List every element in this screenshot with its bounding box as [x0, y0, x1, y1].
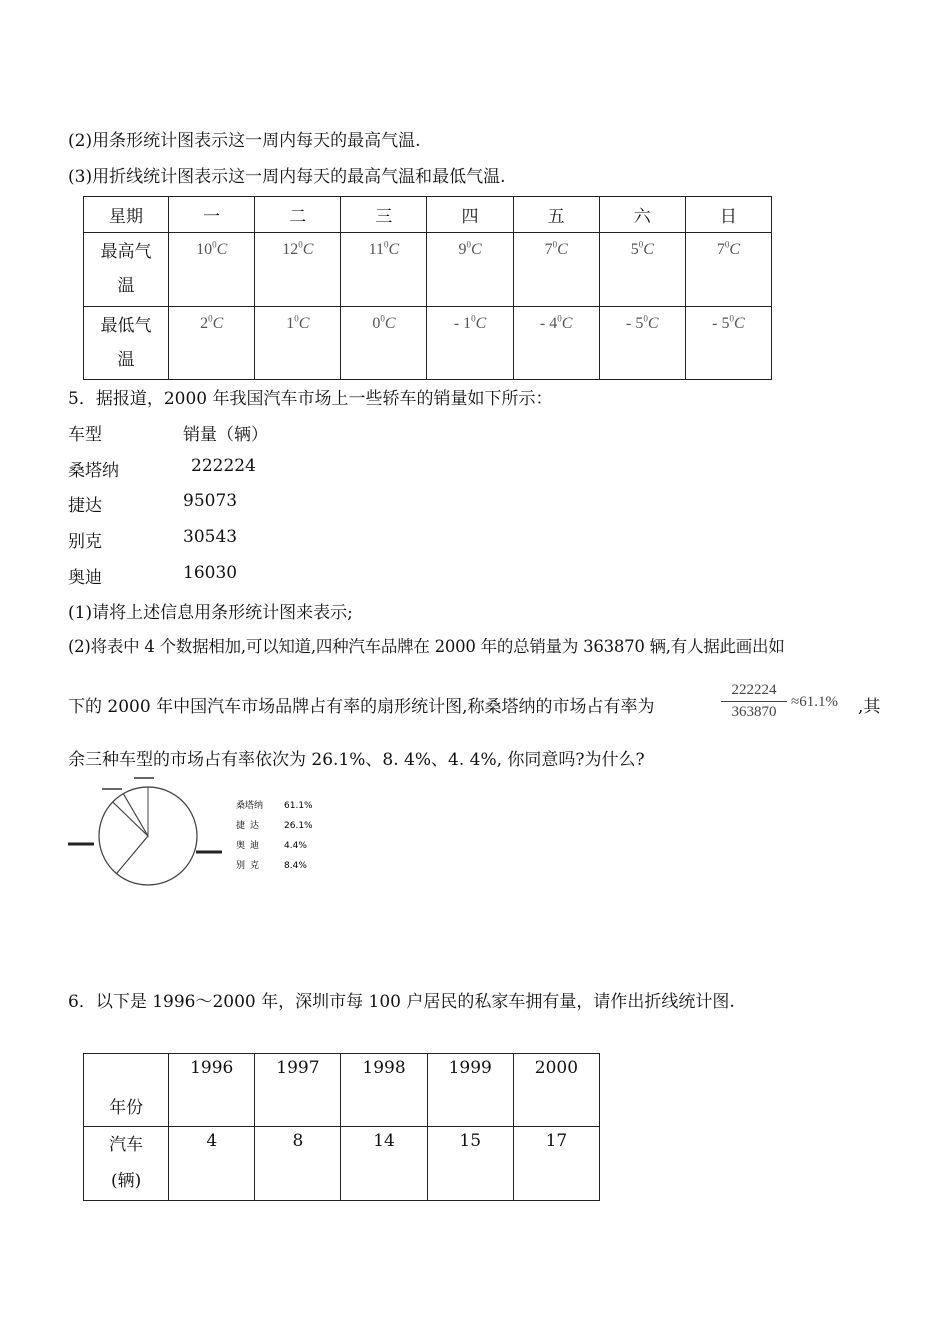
model-label: 捷达: [68, 496, 102, 516]
year-cell: 2000: [513, 1054, 599, 1127]
day-cell: 六: [599, 197, 685, 233]
low-temp-cell: $1^0C$: [255, 307, 341, 380]
car-ownership-table: [83, 1053, 600, 1201]
low-temp-cell: $0^0C$: [341, 307, 427, 380]
fraction-denominator: 363870: [731, 704, 777, 720]
table-row: [84, 197, 772, 233]
year-cell: 1998: [341, 1054, 427, 1127]
low-temp-cell: - $4^0C$: [513, 307, 599, 380]
high-temp-cell: $7^0C$: [513, 233, 599, 307]
sales-value: 16030: [183, 563, 238, 583]
q4-part2: (2)用条形统计图表示这一周内每天的最高气温.: [68, 131, 421, 151]
table-row: [84, 1054, 600, 1127]
day-cell: 日: [685, 197, 771, 233]
fraction-bar: [721, 701, 787, 702]
high-temp-cell: $11^0C$: [341, 233, 427, 307]
high-temp-cell: $9^0C$: [427, 233, 513, 307]
car-count-cell: 4: [169, 1127, 255, 1201]
high-temp-cell: $7^0C$: [685, 233, 771, 307]
car-count-cell: 15: [427, 1127, 513, 1201]
day-cell: 五: [513, 197, 599, 233]
q5-intro: 5．据报道，2000 年我国汽车市场上一些轿车的销量如下所示：: [68, 389, 553, 409]
legend-label: 奥迪: [236, 841, 265, 851]
year-label: 年份: [84, 1054, 169, 1127]
model-label: 别克: [68, 532, 102, 552]
year-cell: 1997: [255, 1054, 341, 1127]
car-count-cell: 14: [341, 1127, 427, 1201]
legend-value: 8.4%: [284, 861, 307, 871]
low-temp-cell: - $1^0C$: [427, 307, 513, 380]
high-temp-cell: $5^0C$: [599, 233, 685, 307]
table-row: [84, 307, 772, 380]
table-row: [84, 233, 772, 307]
model-label: 桑塔纳: [68, 461, 119, 481]
col-sales-header: 销量（辆）: [183, 425, 268, 445]
q5-part2-line3: 余三种车型的市场占有率依次为 26.1%、8. 4%、4. 4%, 你同意吗?为什么?: [68, 750, 645, 770]
q6-intro: 6．以下是 1996～2000 年，深圳市每 100 户居民的私家车拥有量，请作出折线统计图.: [68, 992, 735, 1012]
fraction-numerator: 222224: [731, 682, 777, 698]
day-cell: 二: [255, 197, 341, 233]
approx-value: ≈61.1%: [791, 694, 838, 710]
q4-part3: (3)用折线统计图表示这一周内每天的最高气温和最低气温.: [68, 167, 506, 187]
weekday-header: 星期: [84, 197, 169, 233]
q5-part2-line2-tail: ,其: [858, 697, 881, 717]
legend-label: 桑塔纳: [236, 801, 264, 811]
legend-value: 26.1%: [284, 821, 313, 831]
day-cell: 四: [427, 197, 513, 233]
col-model-header: 车型: [68, 425, 102, 445]
year-cell: 1996: [169, 1054, 255, 1127]
market-share-fraction: [721, 682, 787, 721]
q5-part2-line1: (2)将表中 4 个数据相加,可以知道,四种汽车品牌在 2000 年的总销量为 363870 辆,有人据此画出如: [68, 637, 785, 656]
model-label: 奥迪: [68, 568, 102, 588]
legend-value: 61.1%: [284, 801, 313, 811]
low-temp-cell: - $5^0C$: [599, 307, 685, 380]
sales-value: 30543: [183, 527, 238, 547]
legend-label: 捷达: [236, 821, 265, 831]
high-temp-cell: $12^0C$: [255, 233, 341, 307]
car-count-cell: 8: [255, 1127, 341, 1201]
low-temp-cell: - $5^0C$: [685, 307, 771, 380]
low-temp-cell: $2^0C$: [169, 307, 255, 380]
car-label: 汽车 (辆): [84, 1127, 169, 1201]
car-count-cell: 17: [513, 1127, 599, 1201]
day-cell: 一: [169, 197, 255, 233]
q5-part1: (1)请将上述信息用条形统计图来表示;: [68, 603, 353, 623]
day-cell: 三: [341, 197, 427, 233]
sales-value: 222224: [191, 456, 256, 476]
high-temp-label: 最高气 温: [84, 233, 169, 307]
temperature-table: [83, 196, 772, 380]
market-share-pie-chart: [60, 770, 350, 895]
year-cell: 1999: [427, 1054, 513, 1127]
table-row: [84, 1127, 600, 1201]
low-temp-label: 最低气 温: [84, 307, 169, 380]
legend-label: 别克: [236, 861, 265, 871]
high-temp-cell: $10^0C$: [169, 233, 255, 307]
legend-value: 4.4%: [284, 841, 307, 851]
sales-value: 95073: [183, 491, 238, 511]
q5-part2-line2: 下的 2000 年中国汽车市场品牌占有率的扇形统计图,称桑塔纳的市场占有率为: [68, 697, 655, 717]
